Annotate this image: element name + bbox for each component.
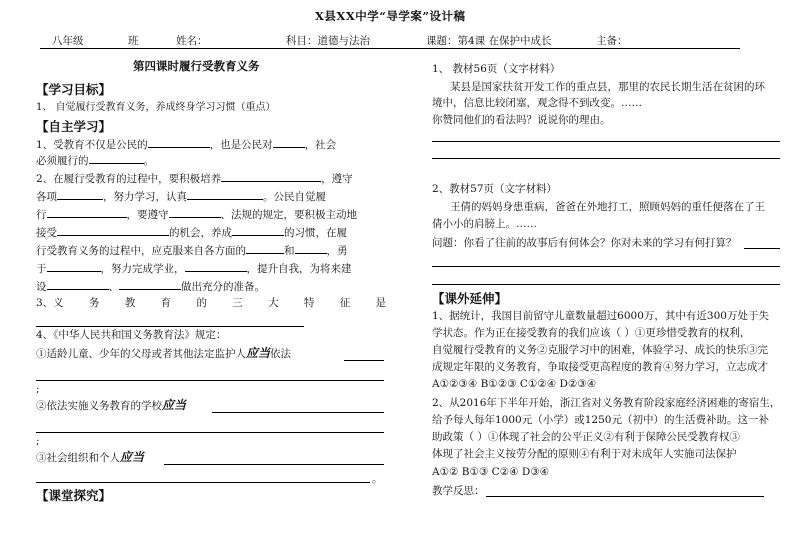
answer-line[interactable] [432, 158, 780, 159]
exercise-1-line-2: 学状态。作为正在接受教育的我们应该（ ）①更珍惜受教育的权利， [432, 327, 751, 339]
answer-line[interactable] [486, 496, 764, 497]
lesson-label: 课题：第4课 在保护中成长 [426, 35, 552, 47]
question-2-line-2: 各项 ，努力学习，认真 。公民自觉履 [36, 188, 326, 205]
blank[interactable] [47, 260, 101, 272]
class-label: 班 [128, 35, 139, 47]
answer-line[interactable] [212, 412, 384, 413]
blank[interactable] [246, 242, 284, 254]
material-2-text-1: 王倩的妈妈身患重病，爸爸在外地打工，照顾妈妈的重任便落在了王 [450, 201, 765, 213]
subject-label: 科目：道德与法治 [286, 35, 370, 47]
lesson-title: 第四课时履行受教育义务 [133, 59, 260, 73]
period: 。 [372, 473, 383, 485]
explore-heading: 【课堂探究】 [36, 488, 112, 503]
blank[interactable] [89, 152, 144, 164]
exercise-2-options: A①② B①③ C②④ D③④ [432, 466, 550, 478]
blank[interactable] [295, 242, 327, 254]
question-2-line-7: 设 、 做出充分的准备。 [36, 278, 265, 295]
extend-heading: 【课外延伸】 [432, 291, 508, 306]
blank[interactable] [232, 224, 284, 236]
material-2-text-2: 倩小小的肩膀上。…… [432, 218, 537, 230]
material-2-label: 2、教材57页（文字材料） [432, 183, 558, 195]
question-4-intro: 4、《中华人民共和国义务教育法》规定： [36, 329, 227, 341]
self-study-heading: 【自主学习】 [36, 119, 112, 134]
blank[interactable] [57, 224, 169, 236]
question-3: 3、义 务 教 育 的 三 大 特 征 是 [36, 297, 386, 309]
question-2-line-6: 于 ，努力完成学业， ，提升自我，为将来建 [36, 260, 352, 277]
question-2-line-4: 接受 的机会，养成 的习惯，在履 [36, 224, 347, 241]
question-1: 1、受教育不仅是公民的 ，也是公民对 ，社会 [36, 136, 336, 153]
exercise-2-line-4: 体现了社会主义按劳分配的原则④有利于对未成年人实施司法保护 [432, 448, 737, 460]
exercise-2-line-1: 2、从2016年下半年开始，浙江省对义务教育阶段家庭经济困难的寄宿生， [432, 397, 781, 409]
material-1-question: 你赞同他们的看法吗？说说你的理由。 [432, 114, 611, 126]
blank[interactable] [169, 206, 221, 218]
blank[interactable] [148, 136, 210, 148]
answer-line[interactable] [432, 284, 780, 285]
question-2-line-1: 2、在履行受教育的过程中，要积极培养 ，遵守 [36, 170, 353, 187]
question-4-item-3: ③社会组织和个人应当 [36, 450, 145, 464]
material-2-question: 问题：你看了往前的故事后有何体会？你对未来的学习有何打算？ [432, 237, 737, 249]
exercise-1-options: A①②③④ B①②③ C①②④ D②③④ [432, 378, 597, 390]
header-divider [40, 48, 740, 49]
answer-line[interactable] [432, 266, 780, 267]
answer-line[interactable] [36, 432, 384, 433]
goals-heading: 【学习目标】 [36, 82, 112, 97]
answer-line[interactable] [744, 248, 780, 249]
exercise-2-line-2: 给予每人每年1000元（小学）或1250元（初中）的生活费补助。这一补 [432, 414, 769, 426]
blank[interactable] [187, 188, 263, 200]
question-2-line-5: 行受教育义务的过程中，应克服来自各方面的 和 ，勇 [36, 242, 348, 259]
question-2-line-3: 行 ，要遵守 、法规的规定，要积极主动地 [36, 206, 357, 223]
exercise-2-line-3: 助政策（ ）①体现了社会的公平正义②有利于保障公民受教育权③ [432, 431, 740, 443]
blank[interactable] [221, 170, 321, 182]
answer-line[interactable] [344, 360, 384, 361]
blank[interactable] [119, 278, 181, 290]
reflection-label: 教学反思： [432, 485, 485, 497]
goal-1: 1、 自觉履行受教育义务，养成终身学习习惯（重点） [36, 102, 276, 113]
semicolon: ; [36, 435, 40, 447]
semicolon: ; [36, 383, 40, 395]
answer-line[interactable] [36, 380, 384, 381]
question-1-cont: 必须履行的 。 [36, 152, 154, 169]
blank[interactable] [47, 206, 127, 218]
material-1-text-1: 某县是国家扶贫开发工作的重点县，那里的农民长期生活在贫困的环 [450, 81, 765, 93]
exercise-1-line-1: 1、据统计，我国目前留守儿童数量超过6000万，其中有近300万处于失 [432, 310, 769, 322]
material-1-text-2: 境中，信息比较闭塞，观念得不到改变。…… [432, 97, 642, 109]
document-title: X县XX中学“导学案”设计稿 [315, 9, 466, 23]
answer-line[interactable] [164, 464, 384, 465]
editor-label: 主备： [596, 35, 628, 47]
answer-line[interactable] [36, 326, 304, 327]
name-label: 姓名： [176, 35, 208, 47]
material-1-label: 1、 教材56页（文字材料） [432, 63, 561, 75]
blank[interactable] [273, 136, 305, 148]
answer-line[interactable] [36, 482, 370, 483]
blank[interactable] [57, 188, 103, 200]
question-4-item-2: ②依法实施义务教育的学校应当 [36, 398, 187, 412]
question-4-item-1: ①适龄儿童、少年的父母或者其他法定监护人应当依法 [36, 346, 292, 360]
exercise-1-line-3: 自觉履行受教育的义务②克服学习中的困难，体验学习、成长的快乐③完 [432, 344, 768, 356]
grade-label: 八年级 [52, 35, 84, 47]
blank[interactable] [185, 260, 247, 272]
blank[interactable] [47, 278, 109, 290]
exercise-1-line-4: 成规定年限的义务教育，争取接受更高程度的教育④努力学习，立志成才 [432, 361, 768, 373]
answer-line[interactable] [432, 141, 780, 142]
